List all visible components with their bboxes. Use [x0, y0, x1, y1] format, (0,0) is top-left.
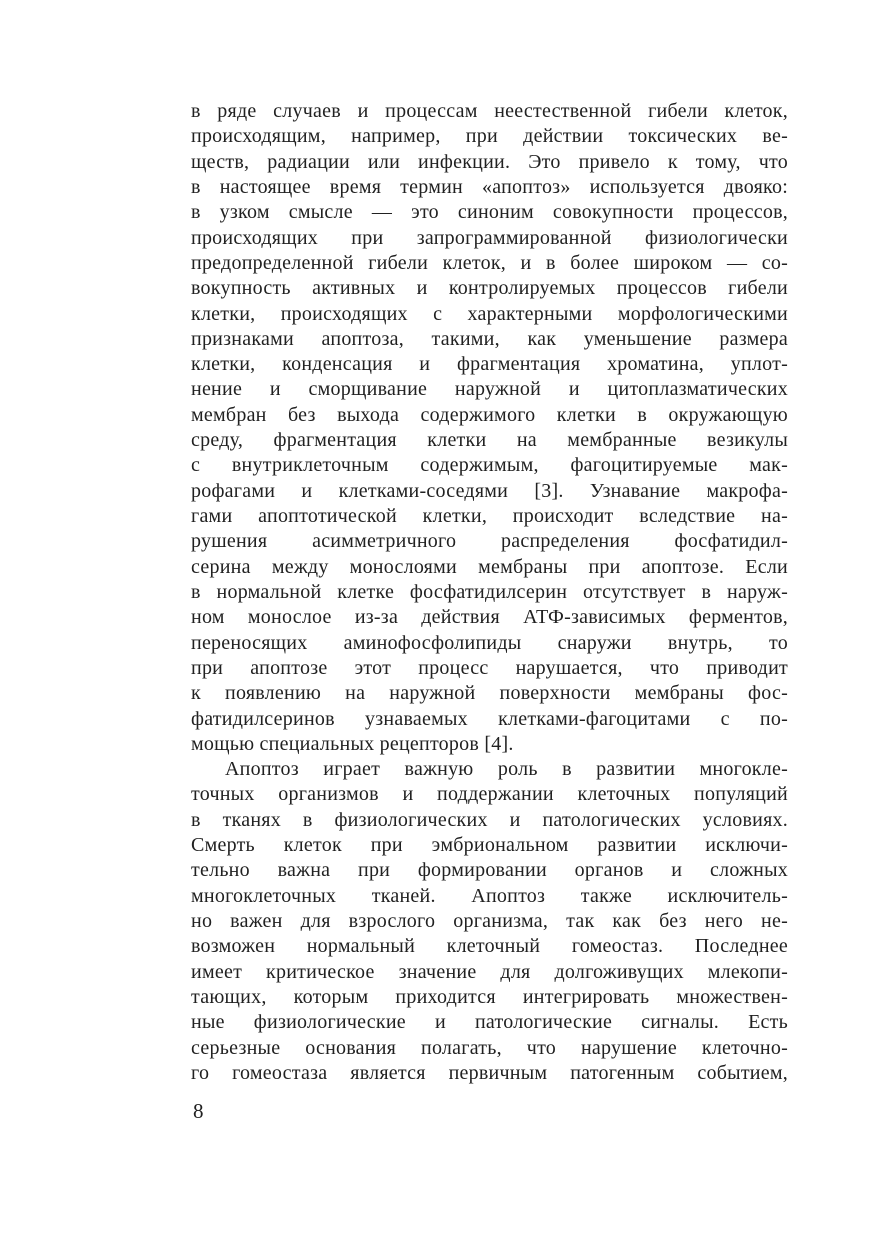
- text-line: го гомеостаза является первичным патогенным событием,: [191, 1061, 788, 1084]
- text-line: мощью специальных рецепторов [4].: [191, 732, 514, 755]
- text-line: клетки, происходящих с характерными морфологическими: [191, 302, 788, 325]
- text-line: в узком смысле — это синоним совокупности процессов,: [191, 201, 788, 224]
- text-line: серьезные основания полагать, что нарушение клеточно-: [191, 1036, 788, 1059]
- text-line: многоклеточных тканей. Апоптоз также исключитель-: [191, 884, 788, 907]
- text-line: гами апоптотической клетки, происходит вследствие на-: [191, 505, 788, 527]
- text-line: признаками апоптоза, такими, как уменьшение размера: [191, 327, 788, 350]
- text-line: ные физиологические и патологические сигналы. Есть: [191, 1011, 788, 1034]
- paragraph: [191, 99, 788, 757]
- text-line: переносящих аминофосфолипиды снаружи внутрь, то: [191, 631, 788, 654]
- text-line: происходящих при запрограммированной физиологически: [191, 226, 788, 249]
- text-line: вокупность активных и контролируемых процессов гибели: [191, 277, 788, 300]
- text-line: предопределенной гибели клеток, и в более широком — со-: [191, 251, 788, 274]
- text-line: ществ, радиации или инфекции. Это привело к тому, что: [191, 150, 788, 173]
- text-line: клетки, конденсация и фрагментация хроматина, уплот-: [191, 353, 788, 376]
- page-number: 8: [193, 1099, 204, 1123]
- text-line: при апоптозе этот процесс нарушается, что приводит: [191, 656, 788, 679]
- page-text: [191, 99, 788, 1086]
- text-line: но важен для взрослого организма, так как без него не-: [191, 910, 788, 932]
- text-line: рофагами и клетками-соседями [3]. Узнавание макрофа-: [191, 479, 788, 502]
- text-line: фатидилсеринов узнаваемых клетками-фагоцитами с по-: [191, 707, 788, 730]
- text-line: нение и сморщивание наружной и цитоплазматических: [191, 378, 788, 401]
- text-line: мембран без выхода содержимого клетки в окружающую: [191, 403, 788, 426]
- text-line: к появлению на наружной поверхности мембраны фос-: [191, 682, 788, 705]
- text-line: в настоящее время термин «апоптоз» используется двояко:: [191, 175, 788, 198]
- text-line: происходящим, например, при действии токсических ве-: [191, 125, 788, 148]
- text-line: точных организмов и поддержании клеточных популяций: [191, 783, 788, 806]
- text-line: ном монослое из-за действия АТФ-зависимых ферментов,: [191, 606, 788, 629]
- text-line: возможен нормальный клеточный гомеостаз. Последнее: [191, 935, 788, 958]
- text-line: Апоптоз играет важную роль в развитии многокле-: [225, 758, 788, 781]
- text-line: тельно важна при формировании органов и сложных: [191, 859, 788, 882]
- text-line: в тканях в физиологических и патологических условиях.: [191, 808, 788, 831]
- text-line: среду, фрагментация клетки на мембранные везикулы: [191, 429, 788, 452]
- text-line: серина между монослоями мембраны при апоптозе. Если: [191, 555, 788, 578]
- text-line: рушения асимметричного распределения фосфатидил-: [191, 530, 788, 553]
- text-line: тающих, которым приходится интегрировать множествен-: [191, 985, 788, 1008]
- text-line: Смерть клеток при эмбриональном развитии исключи-: [191, 834, 788, 857]
- text-line: в ряде случаев и процессам неестественной гибели клеток,: [191, 100, 788, 122]
- text-line: с внутриклеточным содержимым, фагоцитируемые мак-: [191, 454, 788, 477]
- text-line: в нормальной клетке фосфатидилсерин отсутствует в наруж-: [191, 580, 788, 603]
- paragraph: [191, 757, 788, 1086]
- text-line: имеет критическое значение для долгоживущих млекопи-: [191, 960, 788, 983]
